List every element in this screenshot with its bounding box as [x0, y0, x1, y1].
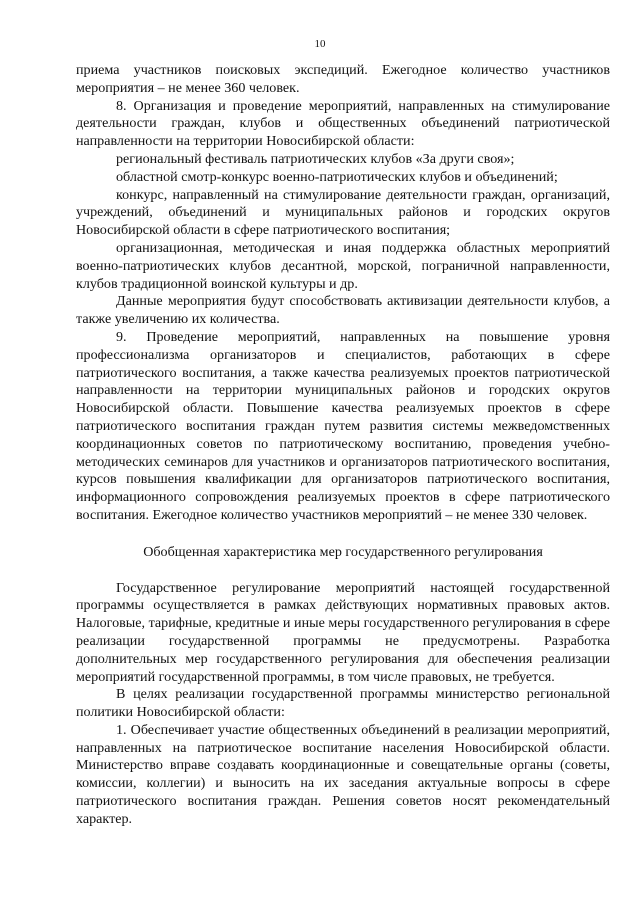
- paragraph-support: организационная, методическая и иная поддержка областных мероприятий военно-патриотических клубов десантной, морской, пограничной направленности, клубов традиционной воинской культуры и др.: [76, 239, 610, 292]
- paragraph-ministry: В целях реализации государственной программы министерство региональной политики Новосибирской области:: [76, 686, 610, 721]
- paragraph-item-1: 1. Обеспечивает участие общественных объединений в реализации мероприятий, направленных на патриотическое воспитание населения Новосибирской области. Министерство вправе создавать координационные и совещательные органы (советы, комиссии, коллегии) и выносить на их заседания актуальные вопросы в сфере патриотического воспитания граждан. Решения советов носят рекомендательный характер.: [76, 721, 610, 827]
- paragraph-festival: региональный фестиваль патриотических клубов «За други своя»;: [116, 150, 515, 167]
- paragraph-activation: Данные мероприятия будут способствовать активизации деятельности клубов, а также увеличению их количества.: [76, 293, 610, 328]
- paragraph-item-9: 9. Проведение мероприятий, направленных на повышение уровня профессионализма организаторов и специалистов, работающих в сфере патриотического воспитания, а также качества реализуемых проектов патриотической направленности на территории муниципальных районов и городских округов Новосибирской области. Повышение качества реализуемых проектов в сфере патриотического воспитания граждан путем развития системы межведомственных координационных советов по патриотическому воспитанию, проведения учебно-методических семинаров для участников и организаторов патриотического воспитания, курсов повышения квалификации для организаторов патриотического воспитания, информационного сопровождения реализуемых проектов в сфере патриотического воспитания. Ежегодное количество участников мероприятий – не менее 330 человек.: [76, 328, 610, 523]
- paragraph-continuation: приема участников поисковых экспедиций. Ежегодное количество участников мероприятия – не менее 360 человек.: [76, 62, 610, 96]
- paragraph-contest: конкурс, направленный на стимулирование деятельности граждан, организаций, учреждений, объединений и муниципальных районов и городских округов Новосибирской области в сфере патриотического воспитания;: [76, 186, 610, 239]
- paragraph-regulation: Государственное регулирование мероприятий настоящей государственной программы осуществляется в рамках действующих нормативных правовых актов. Налоговые, тарифные, кредитные и иные меры государственного регулирования в сфере реализации государственной программы не предусмотрены. Разработка дополнительных мер государственного регулирования для обеспечения реализации мероприятий государственной программы, в том числе правовых, не требуется.: [76, 579, 610, 685]
- document-body: [76, 62, 610, 829]
- paragraph-item-8: 8. Организация и проведение мероприятий, направленных на стимулирование деятельности граждан, клубов и общественных объединений патриотической направленности на территории Новосибирской области:: [76, 97, 610, 150]
- section-heading: Обобщенная характеристика мер государственного регулирования: [143, 543, 543, 560]
- paragraph-review-contest: областной смотр-конкурс военно-патриотических клубов и объединений;: [116, 168, 558, 185]
- page-number: 10: [314, 38, 326, 50]
